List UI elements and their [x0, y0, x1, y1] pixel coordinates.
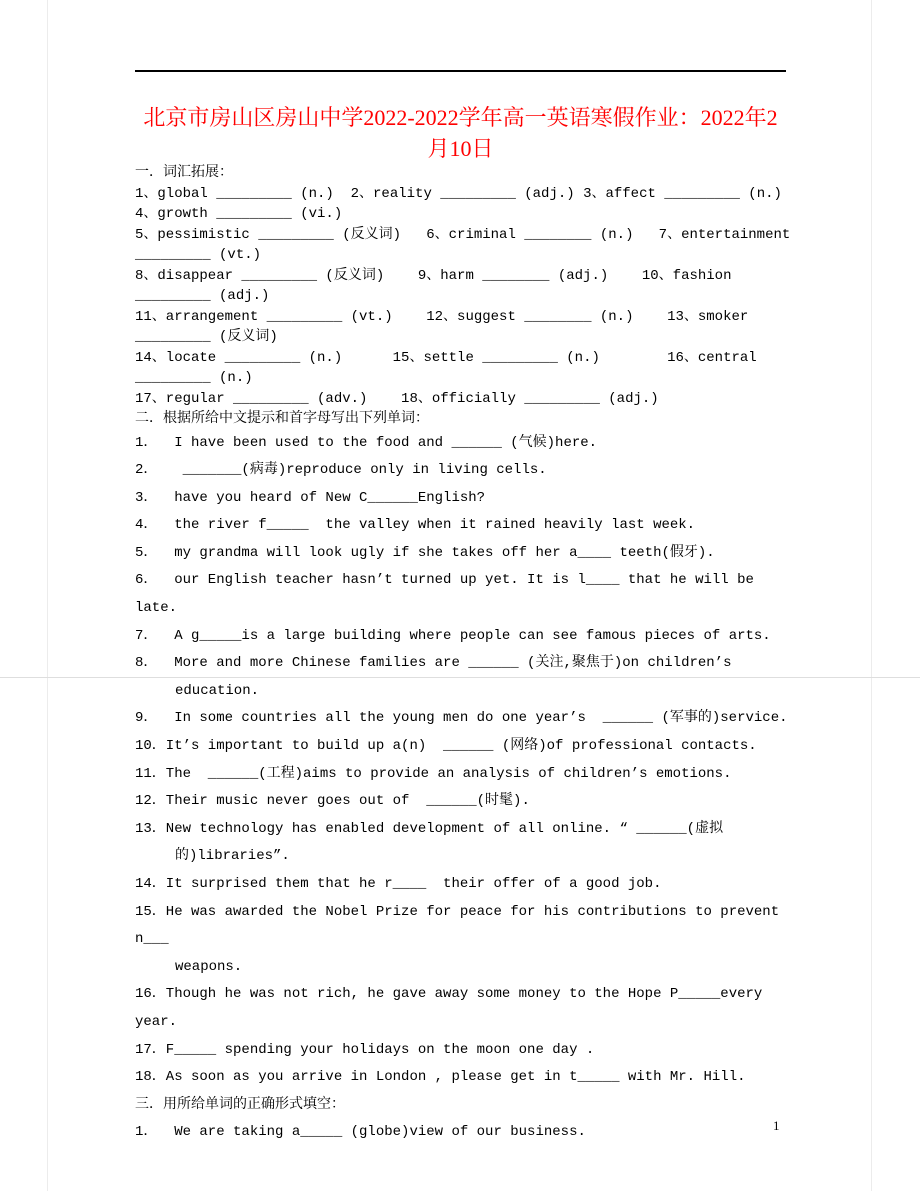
text-line: 二．根据所给中文提示和首字母写出下列单词： [135, 411, 429, 427]
text-line: 1、global _________ (n.) 2、reality _________ (adj.) 3、affect _________ (n.) [135, 185, 782, 202]
text-line: 7． A g_____is a large building where people can see famous pieces of arts. [135, 627, 771, 644]
text-line: 14、locate _________ (n.) 15、settle _________ (n.) 16、central [135, 349, 757, 366]
header-rule [135, 70, 786, 72]
text-line: 1． We are taking a_____ (globe)view of our business. [135, 1124, 586, 1141]
text-line: 一．词汇拓展： [135, 165, 233, 181]
text-line: 16．Though he was not rich, he gave away some money to the Hope P_____every year. [135, 986, 771, 1030]
text-line: 11．The ______(工程)aims to provide an analysis of children’s emotions. [135, 765, 732, 782]
text-line: 10．It’s important to build up a(n) ______ (网络)of professional contacts. [135, 738, 757, 755]
text-line: 6． our English teacher hasn’t turned up yet. It is l____ that he will be late. [135, 572, 763, 617]
text-line: _________ (反义词) [135, 329, 278, 345]
text-line: 三．用所给单词的正确形式填空： [135, 1096, 345, 1113]
text-line: 12．Their music never goes out of ______(时髦). [135, 793, 530, 810]
text-line: education. [175, 682, 260, 699]
document-title: 北京市房山区房山中学2022-2022学年高一英语寒假作业：2022年2月10日 [143, 105, 778, 161]
document-body [135, 163, 795, 1147]
text-line: 4． the river f_____ the valley when it rained heavily last week. [135, 517, 696, 534]
text-line: 11、arrangement _________ (vt.) 12、suggest ________ (n.) 13、smoker [135, 308, 749, 325]
page-left-border [47, 0, 48, 1191]
text-line: 14．It surprised them that he r____ their offer of a good job. [135, 876, 662, 892]
text-line: 15．He was awarded the Nobel Prize for peace for his contributions to prevent n___ [135, 903, 788, 948]
text-line: _________ (adj.) [135, 288, 270, 304]
page-number: 1 [773, 1118, 780, 1133]
text-line: 17．F_____ spending your holidays on the moon one day . [135, 1041, 595, 1058]
text-line: 5． my grandma will look ugly if she takes off her a____ teeth(假牙). [135, 544, 715, 561]
text-line: 2． _______(病毒)reproduce only in living cells. [135, 462, 547, 479]
text-line: 4、growth _________ (vi.) [135, 206, 343, 222]
text-line: _________ (vt.) [135, 247, 262, 263]
text-line: 8． More and more Chinese families are ______ (关注,聚焦于)on children’s [135, 655, 732, 672]
text-line: 5、pessimistic _________ (反义词) 6、criminal ________ (n.) 7、entertainment [135, 226, 791, 243]
text-line: 8、disappear _________ (反义词) 9、harm ________ (adj.) 10、fashion [135, 267, 732, 284]
text-line: 17、regular _________ (adv.) 18、officially _________ (adj.) [135, 390, 659, 407]
text-line: 3． have you heard of New C______English? [135, 489, 486, 506]
text-line: 13．New technology has enabled development of all online. “ ______(虚拟 [135, 820, 724, 837]
text-line: 9． In some countries all the young men do one year’s ______ (军事的)service. [135, 710, 788, 727]
page-right-border [871, 0, 872, 1191]
text-line: _________ (n.) [135, 370, 253, 386]
text-line: 18．As soon as you arrive in London , please get in t_____ with Mr. Hill. [135, 1069, 746, 1086]
text-line: 的)libraries”. [175, 848, 290, 865]
text-line: weapons. [175, 958, 243, 975]
text-line: 1． I have been used to the food and ______ (气候)here. [135, 434, 598, 451]
